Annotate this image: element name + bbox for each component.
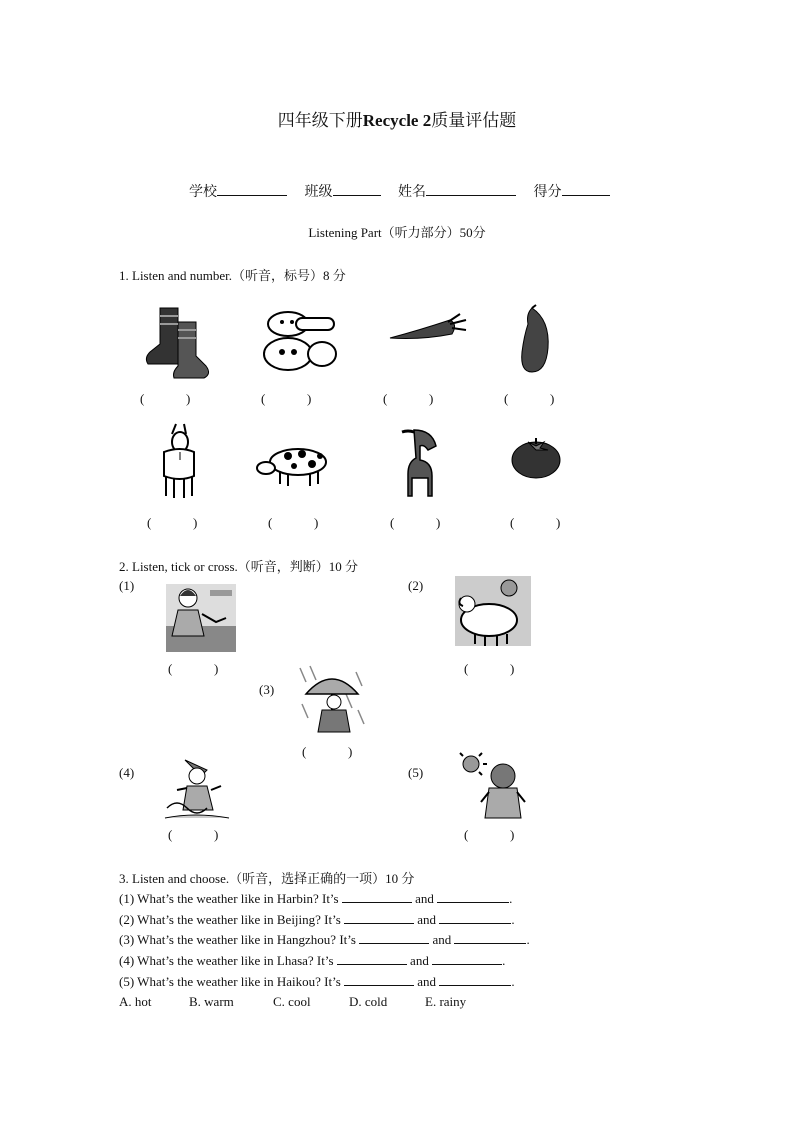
carrot-icon [386, 312, 468, 352]
student-info-line [189, 181, 610, 201]
answer-paren-13[interactable]: ( ) [464, 827, 515, 842]
cow-icon [254, 444, 332, 488]
boots-icon [140, 300, 212, 380]
girl-in-wind-picture [163, 756, 231, 826]
question-row: (5) What’s the weather like in Haikou? It’s and . [119, 974, 515, 989]
answer-blank[interactable] [439, 911, 511, 924]
answer-paren-10[interactable]: ( ) [464, 661, 515, 676]
question-row: (1) What’s the weather like in Harbin? It’s and . [119, 891, 513, 906]
class-blank[interactable] [333, 181, 381, 196]
answer-blank[interactable] [437, 890, 509, 903]
slippers-icon [262, 302, 340, 374]
class-label: 班级 [304, 185, 333, 200]
answer-paren-4[interactable]: ( ) [504, 391, 555, 406]
school-label: 学校 [189, 185, 217, 200]
answer-paren-3[interactable]: ( ) [383, 391, 434, 406]
answer-paren-11[interactable]: ( ) [302, 744, 353, 759]
answer-paren-8[interactable]: ( ) [510, 515, 561, 530]
boy-with-sheep-picture [455, 576, 531, 646]
option-e: E. rainy [425, 994, 467, 1009]
score-label: 得分 [533, 185, 562, 200]
horse-icon [392, 424, 442, 500]
boy-in-hot-sun-picture [459, 752, 535, 824]
item-label-5: (5) [408, 765, 424, 780]
answer-paren-2[interactable]: ( ) [261, 391, 312, 406]
answer-paren-6[interactable]: ( ) [268, 515, 319, 530]
name-blank[interactable] [426, 181, 516, 196]
option-a: A. hot [119, 994, 152, 1009]
answer-paren-7[interactable]: ( ) [390, 515, 441, 530]
answer-blank[interactable] [454, 931, 526, 944]
answer-paren-12[interactable]: ( ) [168, 827, 219, 842]
girl-with-umbrella-rain-picture [296, 664, 368, 736]
goat-icon [150, 420, 204, 500]
section1-heading: 1. Listen and number.（听音，标号）8 分 [119, 268, 346, 283]
section3-heading: 3. Listen and choose.（听音，选择正确的一项）10 分 [119, 871, 415, 886]
answer-blank[interactable] [432, 952, 502, 965]
title-en: Recycle 2 [362, 111, 432, 130]
option-b: B. warm [189, 994, 234, 1009]
title-cn-a: 四年级下册 [277, 111, 363, 130]
girl-watering-plants-picture [166, 584, 236, 652]
answer-paren-9[interactable]: ( ) [168, 661, 219, 676]
option-c: C. cool [273, 994, 311, 1009]
question-row: (2) What’s the weather like in Beijing? It’s and . [119, 912, 515, 927]
answer-blank[interactable] [439, 973, 511, 986]
answer-blank[interactable] [344, 911, 414, 924]
answer-paren-1[interactable]: ( ) [140, 391, 191, 406]
item-label-1: (1) [119, 578, 135, 593]
item-label-3: (3) [259, 682, 275, 697]
part-heading: Listening Part（听力部分）50分 [308, 225, 486, 240]
answer-blank[interactable] [344, 973, 414, 986]
tomato-icon [510, 432, 562, 480]
answer-blank[interactable] [337, 952, 407, 965]
answer-options [119, 994, 466, 1010]
item-label-2: (2) [408, 578, 424, 593]
page-title [0, 106, 794, 131]
item-label-4: (4) [119, 765, 135, 780]
answer-blank[interactable] [359, 931, 429, 944]
school-blank[interactable] [217, 181, 287, 196]
score-blank[interactable] [562, 181, 610, 196]
section2-heading: 2. Listen, tick or cross.（听音，判断）10 分 [119, 559, 359, 574]
option-d: D. cold [349, 994, 388, 1009]
title-cn-b: 质量评估题 [431, 111, 517, 130]
answer-blank[interactable] [342, 890, 412, 903]
question-row: (3) What’s the weather like in Hangzhou? It’s and . [119, 932, 530, 947]
name-label: 姓名 [398, 185, 426, 200]
answer-paren-5[interactable]: ( ) [147, 515, 198, 530]
cucumber-icon [512, 304, 556, 378]
question-row: (4) What’s the weather like in Lhasa? It’s and . [119, 953, 506, 968]
